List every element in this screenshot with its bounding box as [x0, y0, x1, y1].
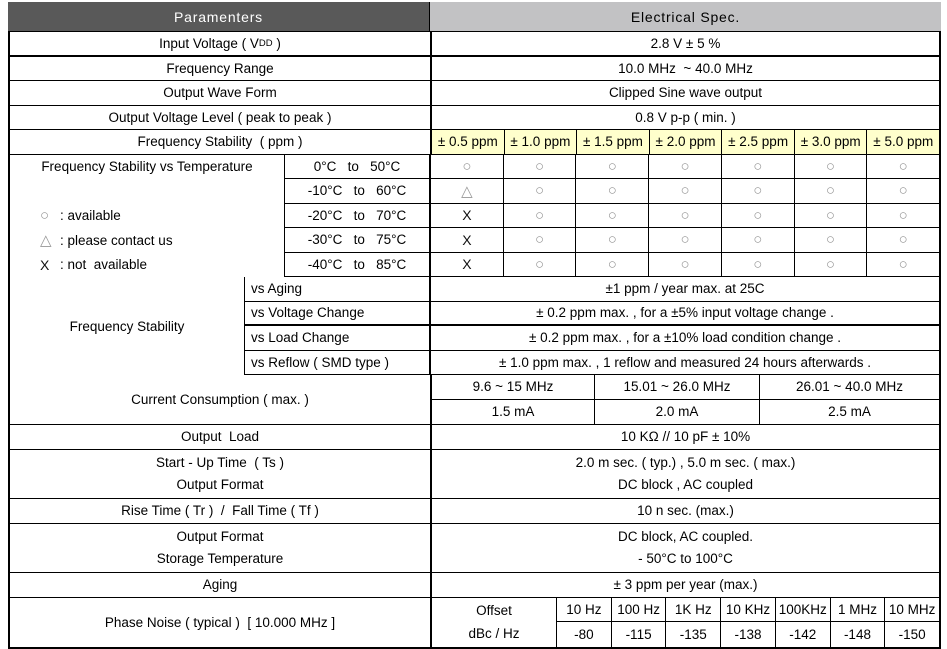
temp-range-label: -30°C to 75°C	[307, 232, 407, 248]
condition-label: vs Voltage Change	[251, 305, 365, 321]
condition-value: ±1 ppm / year max. at 25C	[429, 277, 939, 301]
temp-range-row	[285, 253, 939, 278]
availability-cell: X	[431, 253, 504, 277]
triangle-symbol: △	[40, 232, 52, 250]
availability-cell: ○	[649, 228, 722, 252]
availability-cell: ○	[504, 204, 577, 228]
phase-noise-label: Phase Noise ( typical ) [ 10.000 MHz ]	[104, 614, 336, 630]
startup-time-value: 2.0 m sec. ( typ.) , 5.0 m sec. ( max.)	[575, 455, 796, 471]
availability-cell: ○	[722, 204, 795, 228]
availability-cell: X	[431, 204, 504, 228]
current-consumption-label: Current Consumption ( max. )	[131, 392, 309, 407]
availability-cell: ○	[504, 253, 577, 277]
spec-table	[8, 2, 941, 649]
legend-not-available: X : not available	[40, 256, 148, 273]
frequency-range-label: Frequency Range	[166, 60, 274, 76]
ppm-option: ± 5.0 ppm	[867, 130, 939, 154]
phase-noise-value-cell: -80	[557, 622, 612, 647]
availability-cell: ○	[795, 228, 868, 252]
ppm-option: ± 2.0 ppm	[650, 130, 723, 154]
frequency-stability-ppm-row	[10, 130, 939, 155]
frequency-stability-group-label: Frequency Stability	[10, 277, 245, 375]
output-load-value: 10 KΩ // 10 pF ± 10%	[430, 425, 939, 449]
startup-time-label: Start - Up Time ( Ts )	[155, 455, 285, 471]
frequency-range-cell: 26.01 ~ 40.0 MHz	[796, 379, 903, 395]
current-value-cell: 1.5 mA	[432, 400, 595, 425]
availability-cell: ○	[504, 179, 577, 203]
output-voltage-level-label: Output Voltage Level ( peak to peak )	[108, 109, 332, 125]
availability-cell: ○	[795, 253, 868, 277]
output-format-value: DC block , AC coupled	[617, 477, 754, 493]
availability-cell: ○	[649, 155, 722, 179]
offset-frequency-cell: 10 MHz	[888, 601, 936, 617]
table-body	[8, 32, 941, 649]
phase-noise-value-cell: -135	[666, 622, 721, 647]
x-symbol: X	[40, 256, 50, 273]
aging-value: ± 3 ppm per year (max.)	[430, 573, 939, 597]
rise-fall-time-label: Rise Time ( Tr ) / Fall Time ( Tf )	[121, 503, 319, 519]
condition-label: vs Load Change	[251, 330, 350, 346]
condition-label: vs Reflow ( SMD type )	[251, 354, 390, 370]
input-voltage-row	[10, 32, 939, 57]
parameters-header: Paramenters	[8, 2, 430, 31]
frequency-range-row	[10, 57, 939, 82]
input-voltage-label: Input Voltage ( V DD )	[159, 35, 281, 51]
availability-cell: ○	[504, 155, 577, 179]
output-load-row	[10, 425, 939, 450]
output-load-label: Output Load	[180, 429, 260, 445]
current-value-cell: 2.0 mA	[595, 400, 760, 425]
output-voltage-level-row	[10, 106, 939, 131]
current-consumption-section	[10, 375, 939, 424]
offset-frequency-cell: 1K Hz	[666, 598, 721, 622]
output-format-label: Output Format	[176, 529, 264, 545]
availability-cell: ○	[576, 253, 649, 277]
availability-cell: ○	[649, 253, 722, 277]
offset-label: Offset	[476, 603, 512, 619]
table-header	[8, 2, 941, 32]
offset-frequency-cell: 100KHz	[776, 598, 831, 622]
availability-cell: X	[431, 228, 504, 252]
frequency-stability-section	[10, 277, 939, 375]
phase-noise-value-cell: -115	[612, 622, 667, 647]
availability-cell: ○	[649, 204, 722, 228]
stability-vs-temperature-info	[10, 155, 285, 278]
ppm-option: ± 2.5 ppm	[722, 130, 795, 154]
availability-cell: ○	[898, 231, 908, 249]
availability-cell: ○	[898, 255, 908, 273]
temp-range-row	[285, 228, 939, 253]
rise-fall-time-row	[10, 499, 939, 524]
format-storage-row	[10, 524, 939, 574]
phase-noise-value-cell: -142	[776, 622, 831, 647]
storage-temperature-label: Storage Temperature	[156, 551, 284, 567]
availability-cell: ○	[576, 228, 649, 252]
offset-frequency-cell: 10 Hz	[557, 598, 612, 622]
current-value-cell: 2.5 mA	[828, 404, 871, 420]
offset-frequency-cell: 10 KHz	[721, 598, 776, 622]
phase-noise-section	[10, 598, 939, 647]
availability-cell: ○	[576, 155, 649, 179]
phase-noise-values-row	[557, 622, 939, 647]
stability-vs-temperature-section	[10, 155, 939, 278]
ppm-option: ± 3.0 ppm	[795, 130, 868, 154]
output-format-value: DC block, AC coupled.	[617, 529, 754, 545]
availability-cell: ○	[898, 182, 908, 200]
condition-value: ± 0.2 ppm max. , for a ±5% input voltage change .	[429, 302, 939, 325]
aging-row	[10, 573, 939, 598]
availability-cell: ○	[795, 155, 868, 179]
stability-condition-row	[245, 302, 939, 327]
vdd-subscript: DD	[258, 37, 273, 49]
availability-cell: ○	[431, 155, 504, 179]
dbc-hz-label: dBc / Hz	[468, 625, 520, 641]
electrical-spec-header: Electrical Spec.	[430, 2, 941, 31]
ppm-option: ± 1.0 ppm	[505, 130, 578, 154]
phase-noise-offsets-row	[557, 598, 939, 623]
frequency-stability-ppm-label: Frequency Stability ( ppm )	[137, 134, 303, 150]
availability-cell: ○	[576, 204, 649, 228]
output-format-label: Output Format	[176, 477, 264, 493]
availability-cell: ○	[504, 228, 577, 252]
temp-range-label: 0°C to 50°C	[313, 158, 401, 174]
temp-range-row	[285, 179, 939, 204]
availability-cell: ○	[898, 157, 908, 175]
output-wave-form-row	[10, 81, 939, 106]
frequency-range-cell: 15.01 ~ 26.0 MHz	[595, 375, 760, 399]
ppm-option: ± 1.5 ppm	[577, 130, 650, 154]
availability-cell: ○	[722, 228, 795, 252]
circle-symbol: ○	[40, 207, 50, 225]
current-values-row	[432, 400, 939, 425]
stability-condition-row	[245, 326, 939, 351]
phase-noise-value-cell: -138	[721, 622, 776, 647]
output-wave-form-value: Clipped Sine wave output	[430, 81, 939, 105]
availability-cell: ○	[722, 155, 795, 179]
output-voltage-level-value: 0.8 V p-p ( min. )	[430, 106, 939, 130]
storage-temperature-value: - 50°C to 100°C	[638, 551, 733, 567]
availability-cell: ○	[898, 206, 908, 224]
availability-cell: ○	[795, 179, 868, 203]
legend-contact-us: △ : please contact us	[40, 232, 173, 250]
rise-fall-time-value: 10 n sec. (max.)	[430, 499, 939, 523]
stability-condition-row	[245, 351, 939, 376]
ppm-option: ± 0.5 ppm	[432, 130, 505, 154]
availability-cell: ○	[795, 204, 868, 228]
frequency-range-cell: 9.6 ~ 15 MHz	[432, 375, 595, 399]
availability-cell: ○	[722, 253, 795, 277]
condition-label: vs Aging	[251, 281, 303, 297]
phase-noise-value-cell: -148	[831, 622, 886, 647]
temp-range-row	[285, 155, 939, 180]
stability-condition-row	[245, 277, 939, 302]
offset-frequency-cell: 100 Hz	[612, 598, 667, 622]
startup-time-row	[10, 450, 939, 500]
offset-frequency-cell: 1 MHz	[831, 598, 886, 622]
condition-value: ± 1.0 ppm max. , 1 reflow and measured 24 hours afterwards .	[429, 351, 939, 375]
availability-cell: ○	[722, 179, 795, 203]
output-wave-form-label: Output Wave Form	[163, 85, 277, 101]
current-frequency-ranges-row	[432, 375, 939, 400]
legend-available: ○ : available	[40, 207, 121, 225]
availability-cell: ○	[649, 179, 722, 203]
temp-range-label: -40°C to 85°C	[307, 256, 407, 272]
phase-noise-value-cell: -150	[898, 626, 926, 642]
frequency-range-value: 10.0 MHz ~ 40.0 MHz	[430, 57, 939, 81]
condition-value: ± 0.2 ppm max. , for a ±10% load condition change .	[429, 326, 939, 350]
availability-cell: ○	[576, 179, 649, 203]
stability-vs-temperature-label: Frequency Stability vs Temperature	[41, 159, 253, 175]
temp-range-label: -20°C to 70°C	[307, 207, 407, 223]
aging-label: Aging	[202, 577, 238, 593]
availability-cell: △	[431, 179, 504, 203]
temp-range-label: -10°C to 60°C	[307, 183, 407, 199]
temp-range-row	[285, 204, 939, 229]
input-voltage-value: 2.8 V ± 5 %	[430, 32, 939, 55]
